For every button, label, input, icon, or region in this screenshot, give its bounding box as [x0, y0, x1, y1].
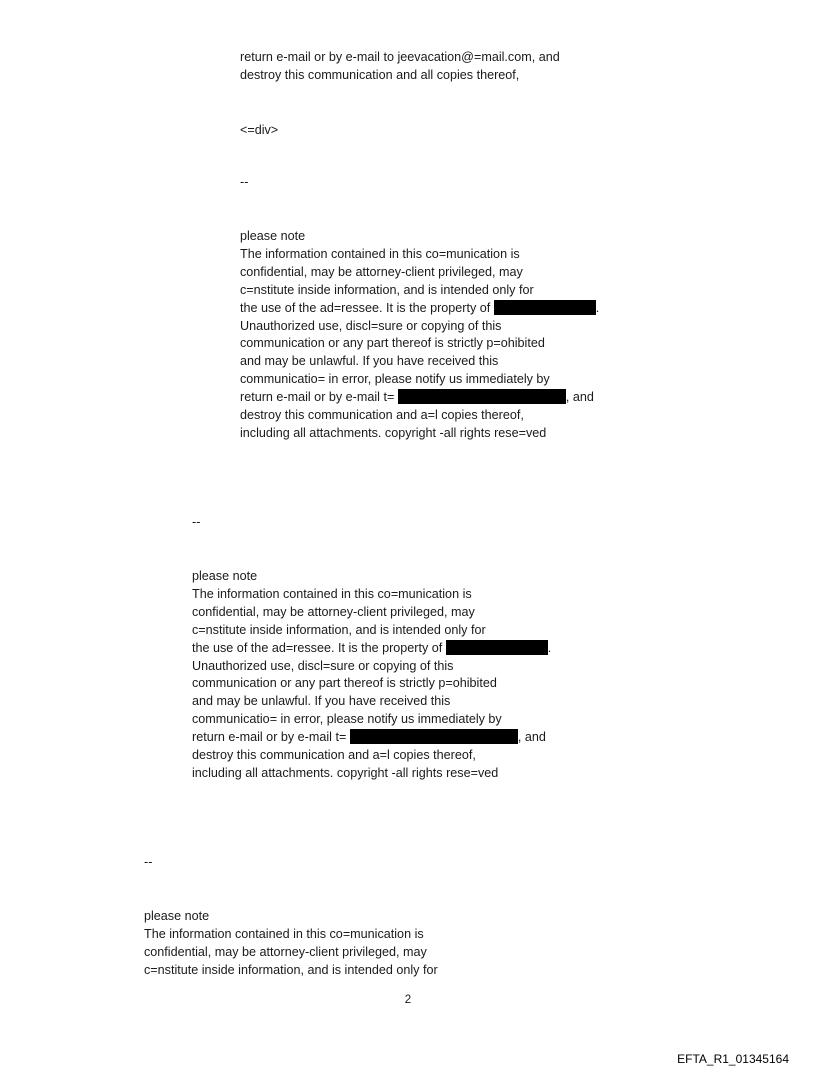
- signature-separator: --: [144, 855, 153, 869]
- notice-line-redacted: [240, 389, 599, 407]
- notice-heading: please note: [144, 909, 210, 923]
- notice-line: confidential, may be attorney-client privileged, may: [192, 604, 475, 619]
- notice-line: destroy this communication and a=l copies thereof,: [192, 748, 476, 763]
- notice-line: and may be unlawful. If you have received this: [240, 354, 499, 369]
- redaction-bar: [398, 389, 566, 404]
- notice-line: and may be unlawful. If you have received this: [192, 694, 451, 709]
- notice-text: .: [595, 300, 600, 315]
- notice-line: confidential, may be attorney-client privileged, may: [240, 264, 523, 279]
- notice-text: return e-mail or by e-mail t=: [192, 730, 347, 745]
- body-line: destroy this communication and all copies thereof,: [240, 67, 520, 82]
- notice-line: c=nstitute inside information, and is intended only for: [192, 622, 486, 637]
- notice-line-redacted: [240, 300, 599, 318]
- confidentiality-notice-2: [192, 568, 551, 783]
- top-fragment: [240, 49, 560, 85]
- notice-line: Unauthorized use, discl=sure or copying of this: [240, 318, 502, 333]
- notice-text: the use of the ad=ressee. It is the property of: [240, 300, 491, 315]
- notice-line: destroy this communication and a=l copies thereof,: [240, 408, 524, 423]
- notice-text: , and: [565, 390, 594, 405]
- notice-line: Unauthorized use, discl=sure or copying of this: [192, 658, 454, 673]
- signature-separator: --: [192, 515, 201, 529]
- notice-line: communication or any part thereof is strictly p=ohibited: [240, 336, 545, 351]
- notice-line: including all attachments. copyright -all rights rese=ved: [192, 765, 499, 780]
- div-tag-text: <=div>: [240, 123, 279, 137]
- notice-line: The information contained in this co=munication is: [192, 586, 472, 601]
- notice-line: confidential, may be attorney-client privileged, may: [144, 944, 427, 959]
- notice-line: including all attachments. copyright -all rights rese=ved: [240, 425, 547, 440]
- notice-line: The information contained in this co=munication is: [240, 246, 520, 261]
- document-id: EFTA_R1_01345164: [677, 1052, 789, 1066]
- notice-heading: please note: [192, 569, 258, 583]
- notice-line: communicatio= in error, please notify us immediately by: [240, 372, 550, 387]
- page-number: 2: [404, 994, 412, 1006]
- notice-line-redacted: [192, 729, 551, 747]
- notice-text: , and: [517, 730, 546, 745]
- redaction-bar: [350, 729, 518, 744]
- body-line: return e-mail or by e-mail to jeevacation@=mail.com, and: [240, 50, 560, 64]
- redaction-bar: [494, 300, 596, 315]
- confidentiality-notice-3: [144, 908, 438, 980]
- notice-line: communication or any part thereof is strictly p=ohibited: [192, 676, 497, 691]
- signature-separator: --: [240, 175, 249, 189]
- notice-line-redacted: [192, 640, 551, 658]
- redaction-bar: [446, 640, 548, 655]
- confidentiality-notice-1: [240, 228, 599, 443]
- notice-heading: please note: [240, 229, 306, 243]
- notice-text: .: [547, 640, 552, 655]
- notice-line: communicatio= in error, please notify us immediately by: [192, 712, 502, 727]
- notice-text: return e-mail or by e-mail t=: [240, 390, 395, 405]
- notice-line: c=nstitute inside information, and is intended only for: [144, 962, 438, 977]
- notice-line: The information contained in this co=munication is: [144, 926, 424, 941]
- notice-line: c=nstitute inside information, and is intended only for: [240, 282, 534, 297]
- notice-text: the use of the ad=ressee. It is the property of: [192, 640, 443, 655]
